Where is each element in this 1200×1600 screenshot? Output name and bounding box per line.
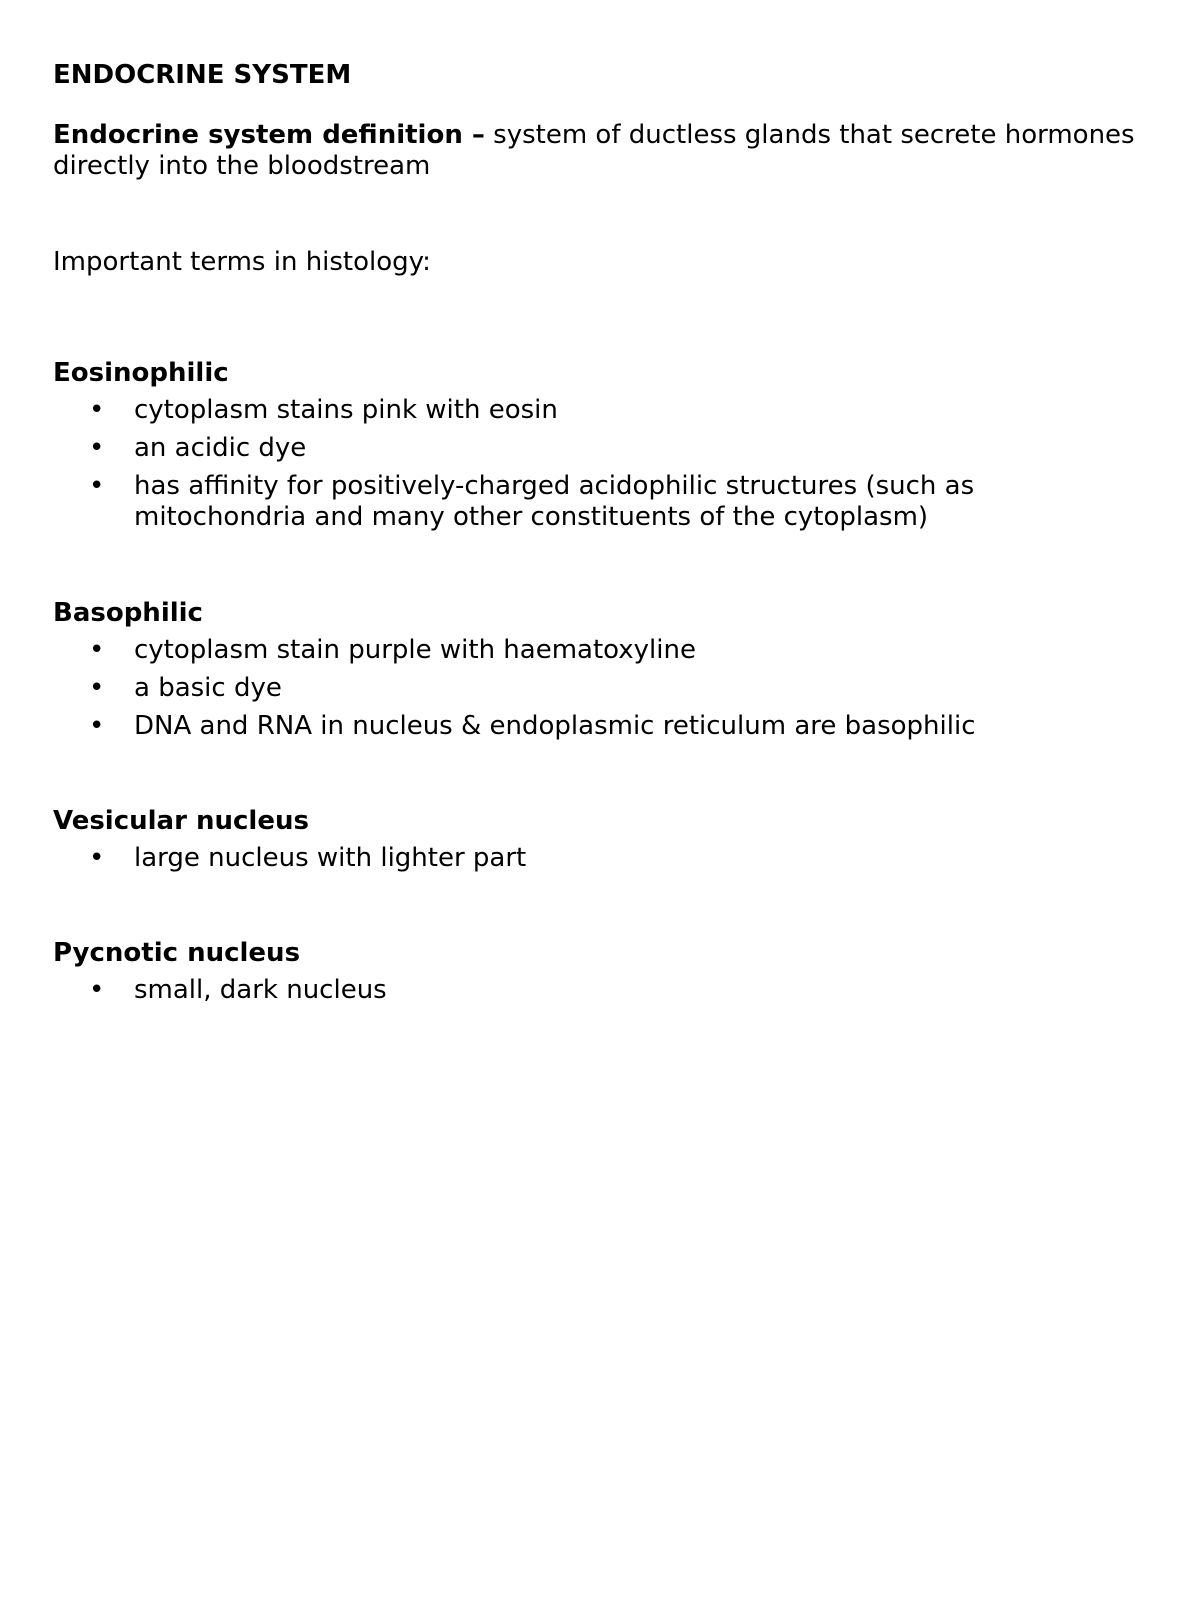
definition-term: Endocrine system definition – bbox=[53, 120, 485, 150]
list-item bbox=[53, 843, 1153, 874]
list-item bbox=[53, 635, 1153, 666]
bullet-icon: • bbox=[89, 843, 105, 873]
section-vesicular-nucleus bbox=[53, 806, 1153, 881]
intro-text: Important terms in histology: bbox=[53, 247, 431, 277]
list-item-text: has affinity for positively-charged acidophilic structures (such as mitochondria and many other constituents of the cytoplasm) bbox=[134, 471, 975, 532]
section-heading: Basophilic bbox=[53, 598, 203, 628]
bullet-icon: • bbox=[89, 395, 105, 425]
list-item-text: cytoplasm stains pink with eosin bbox=[134, 395, 558, 425]
bullet-icon: • bbox=[89, 471, 105, 501]
bullet-list bbox=[53, 635, 1153, 742]
bullet-icon: • bbox=[89, 433, 105, 463]
list-item-text: an acidic dye bbox=[134, 433, 307, 463]
section-pycnotic-nucleus bbox=[53, 938, 1153, 1013]
bullet-list bbox=[53, 975, 1153, 1006]
list-item bbox=[53, 673, 1153, 704]
list-item bbox=[53, 433, 1153, 464]
list-item-text: small, dark nucleus bbox=[134, 975, 387, 1005]
bullet-icon: • bbox=[89, 975, 105, 1005]
bullet-list bbox=[53, 395, 1153, 533]
list-item-text: a basic dye bbox=[134, 673, 282, 703]
list-item-text: DNA and RNA in nucleus & endoplasmic reticulum are basophilic bbox=[134, 711, 976, 741]
section-heading: Pycnotic nucleus bbox=[53, 938, 301, 968]
section-eosinophilic bbox=[53, 358, 1153, 540]
list-item bbox=[53, 395, 1153, 426]
list-item bbox=[53, 711, 1153, 742]
bullet-icon: • bbox=[89, 635, 105, 665]
section-heading: Vesicular nucleus bbox=[53, 806, 309, 836]
list-item-text: cytoplasm stain purple with haematoxyline bbox=[134, 635, 696, 665]
bullet-icon: • bbox=[89, 673, 105, 703]
bullet-icon: • bbox=[89, 711, 105, 741]
definition-paragraph bbox=[53, 120, 1173, 182]
section-heading: Eosinophilic bbox=[53, 358, 229, 388]
definition-text: system of ductless glands that secrete hormones directly into the bloodstream bbox=[53, 120, 1135, 181]
bullet-list bbox=[53, 843, 1153, 874]
list-item bbox=[53, 975, 1153, 1006]
list-item bbox=[53, 471, 1153, 533]
document-title: ENDOCRINE SYSTEM bbox=[53, 60, 352, 90]
list-item-text: large nucleus with lighter part bbox=[134, 843, 527, 873]
section-basophilic bbox=[53, 598, 1153, 749]
